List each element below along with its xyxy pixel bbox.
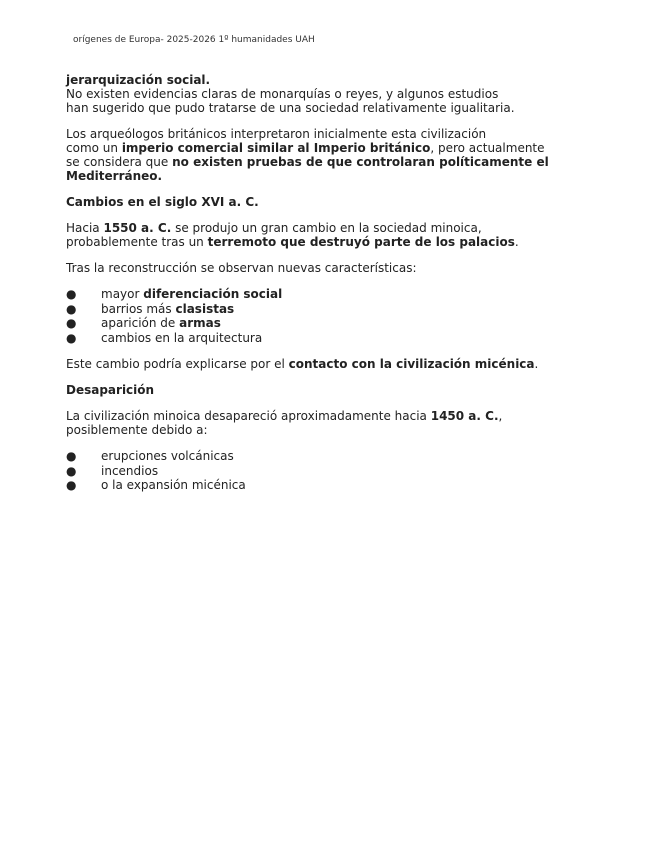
list-item xyxy=(66,331,551,346)
text-span: La civilización minoica desapareció aproximadamente hacia xyxy=(66,409,431,423)
text-span: mayor xyxy=(101,287,144,301)
text-span: o la expansión micénica xyxy=(101,478,246,492)
list-item xyxy=(66,449,551,464)
text-span: erupciones volcánicas xyxy=(101,449,234,463)
page-header: orígenes de Europa- 2025-2026 1º humanidades UAH xyxy=(73,35,315,45)
paragraph-2 xyxy=(66,127,551,183)
paragraph-1 xyxy=(66,73,551,115)
bold-text: diferenciación social xyxy=(143,287,283,301)
section-heading-desaparicion: Desaparición xyxy=(66,383,155,397)
bold-text: terremoto que destruyó parte de los palacios xyxy=(207,235,515,249)
bold-text: contacto con la civilización micénica xyxy=(288,357,535,371)
paragraph-6 xyxy=(66,409,551,437)
text-span: Este cambio podría explicarse por el xyxy=(66,357,289,371)
bullet-icon: ● xyxy=(66,316,77,330)
bullet-icon: ● xyxy=(66,330,77,345)
bold-text: jerarquización social. xyxy=(66,73,211,87)
text-span: barrios más xyxy=(101,301,176,316)
text-span: probablemente tras un xyxy=(66,235,208,249)
text-line: No existen evidencias claras de monarquías o reyes, y algunos estudios xyxy=(66,87,499,101)
list-item xyxy=(66,302,551,317)
list-item xyxy=(66,316,551,331)
bullet-icon: ● xyxy=(66,478,77,492)
paragraph-3 xyxy=(66,221,551,249)
bold-text: no existen pruebas de que controlaran políticamente el xyxy=(172,155,549,169)
list-item xyxy=(66,287,551,302)
text-span: . xyxy=(534,357,539,371)
paragraph-4: Tras la reconstrucción se observan nuevas características: xyxy=(66,261,417,275)
bold-text: imperio comercial similar al Imperio británico xyxy=(121,141,431,155)
bullet-icon: ● xyxy=(66,449,77,463)
bullet-icon: ● xyxy=(66,301,77,316)
text-span: se considera que xyxy=(66,155,173,169)
bullet-icon: ● xyxy=(66,463,77,478)
text-span: se produjo un gran cambio en la sociedad minoica, xyxy=(171,221,482,235)
characteristics-list xyxy=(66,287,551,345)
bold-text: 1550 a. C. xyxy=(103,221,172,235)
causes-list xyxy=(66,449,551,493)
text-span: incendios xyxy=(101,463,159,478)
text-line: han sugerido que pudo tratarse de una sociedad relativamente igualitaria. xyxy=(66,101,515,115)
text-line: Los arqueólogos británicos interpretaron inicialmente esta civilización xyxy=(66,127,487,141)
bold-text: armas xyxy=(179,316,221,330)
document-body xyxy=(66,73,551,493)
text-span: aparición de xyxy=(101,316,180,330)
bold-text: 1450 a. C. xyxy=(430,409,499,423)
list-item xyxy=(66,478,551,493)
bold-text: Mediterráneo. xyxy=(66,169,163,183)
text-span: Hacia xyxy=(66,221,104,235)
text-span: como un xyxy=(66,141,122,155)
section-heading-cambios: Cambios en el siglo XVI a. C. xyxy=(66,195,259,209)
text-span: , pero actualmente xyxy=(430,141,545,155)
text-line: posiblemente debido a: xyxy=(66,423,208,437)
text-span: cambios en la arquitectura xyxy=(101,330,263,345)
bullet-icon: ● xyxy=(66,287,77,301)
bold-text: clasistas xyxy=(175,301,235,316)
text-span: . xyxy=(514,235,519,249)
text-span: , xyxy=(498,409,503,423)
list-item xyxy=(66,464,551,479)
paragraph-5 xyxy=(66,357,551,371)
